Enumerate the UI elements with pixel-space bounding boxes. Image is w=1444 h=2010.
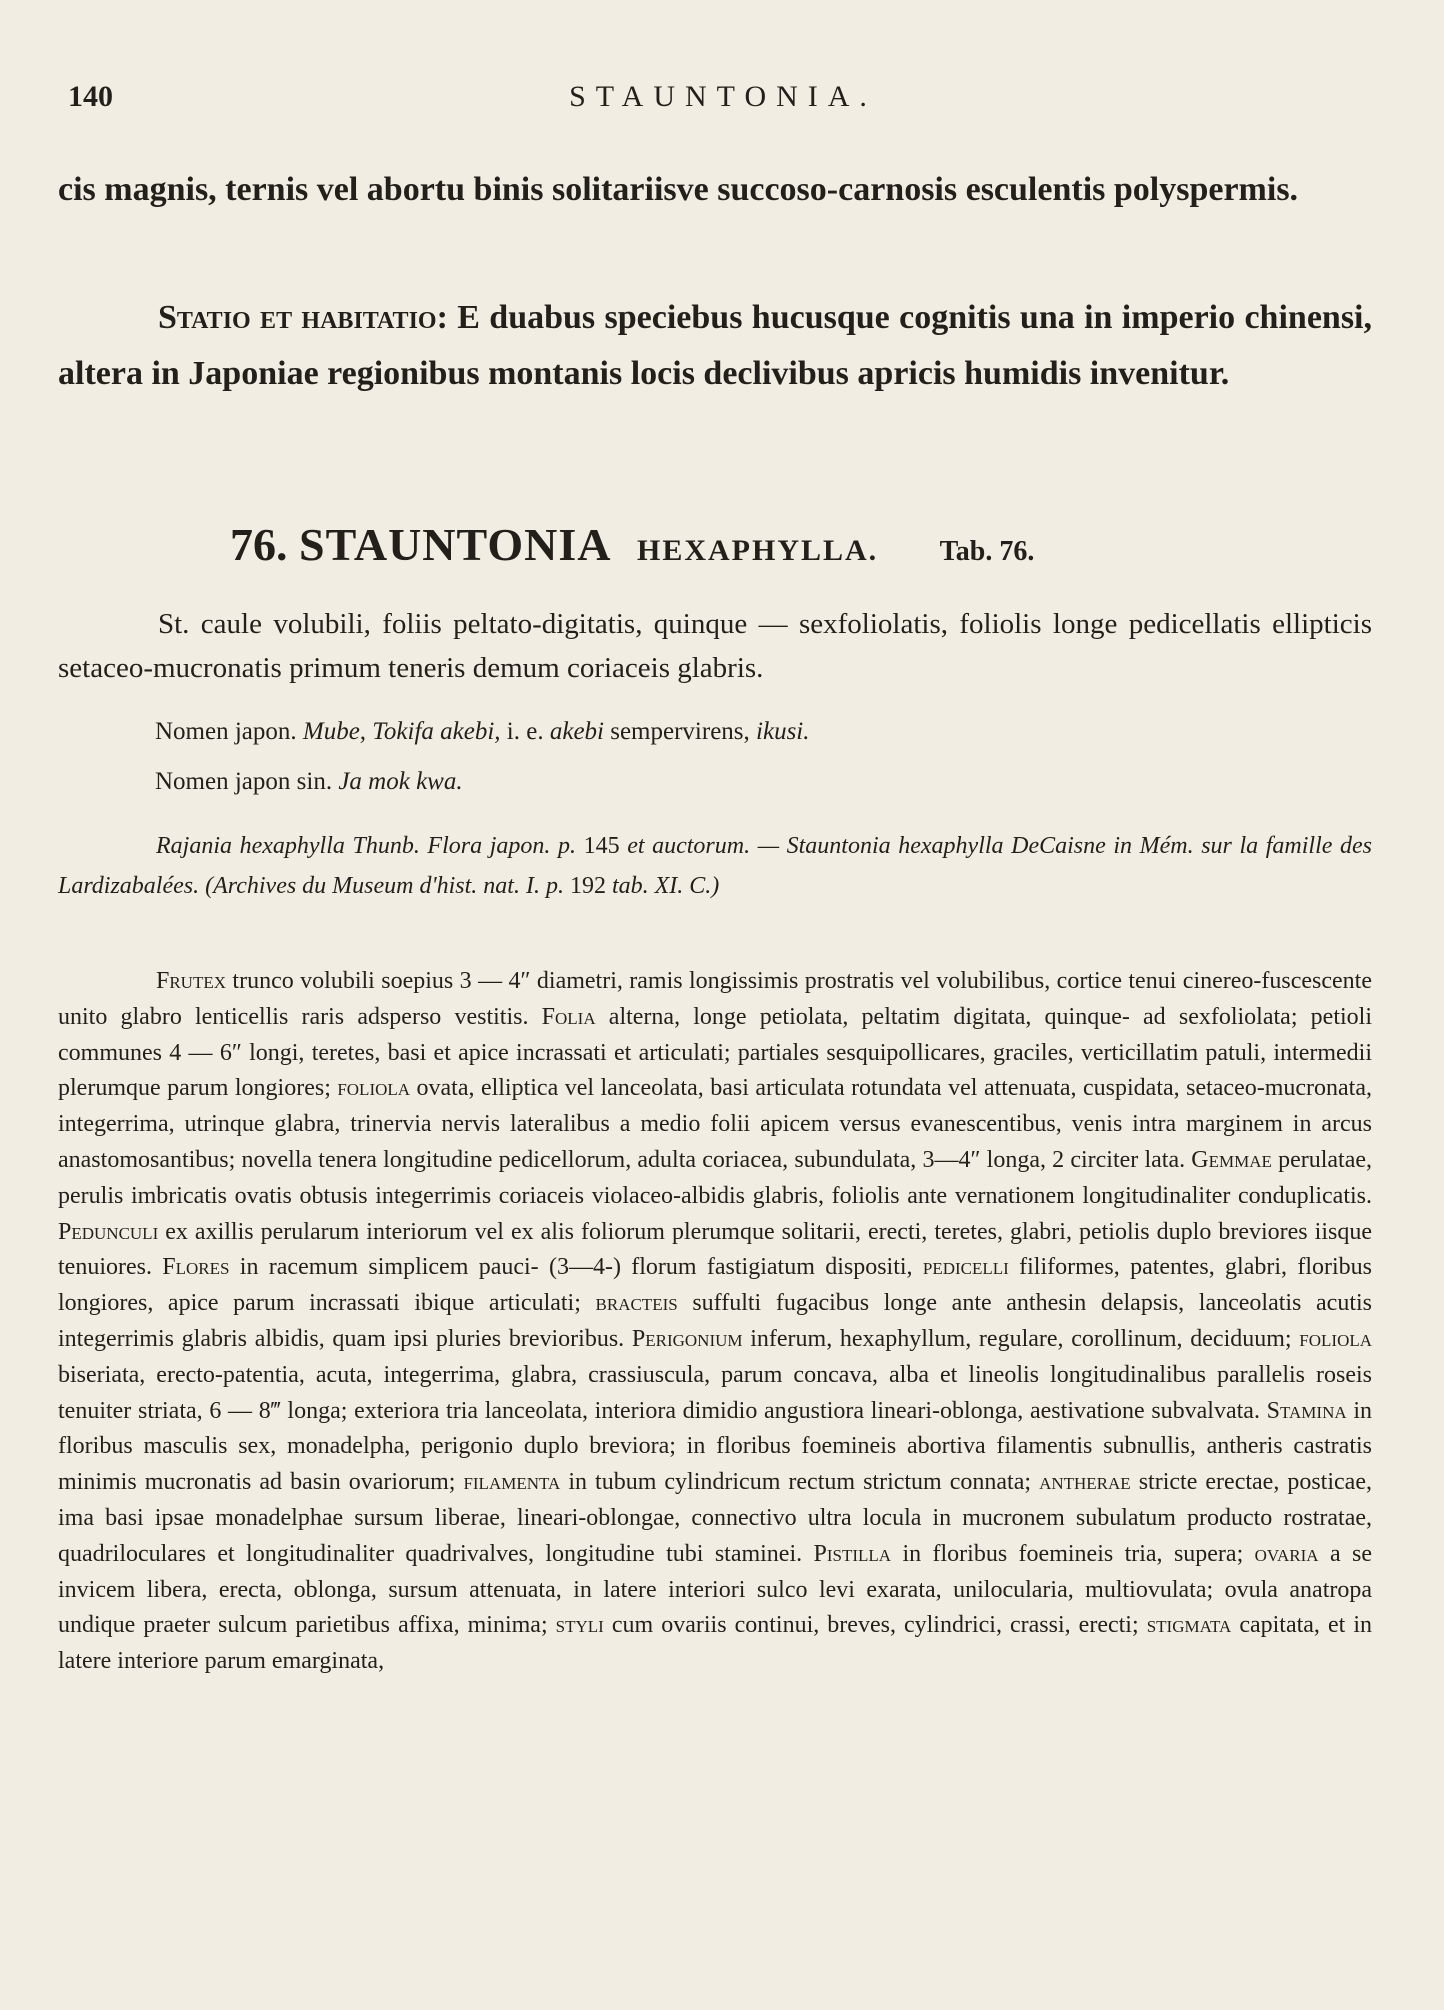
- intro-continuation: cis magnis, ternis vel abortu binis solitariisve succoso-carnosis esculentis polyspermis.: [58, 171, 1299, 208]
- nomen-ikusi: ikusi.: [756, 718, 810, 745]
- synonymy-part3: tab. XI. C.): [611, 873, 720, 899]
- diagnosis: St. caule volubili, foliis peltato-digitatis, quinque — sexfoliolatis, foliolis longe pedicellatis ellipticis setaceo-mucronatis primum teneris demum coriaceis glabris.: [58, 608, 1372, 684]
- statio-text: : E duabus speciebus hucusque cognitis una in imperio chinensi, altera in Japoniae regionibus montanis locis declivibus apricis humidis invenitur.: [58, 299, 1372, 392]
- synonymy: [58, 826, 1372, 906]
- desc-term: Flores: [162, 1254, 230, 1281]
- desc-text: in racemum simplicem pauci- (3—4-) florum fastigiatum dispositi,: [229, 1254, 923, 1281]
- desc-term: Pistilla: [813, 1540, 892, 1567]
- desc-text: suffulti fugacibus longe ante anthesin delapsis, lanceolatis acutis integerrimis glabris albidis, quam ipsi pluries brevioribus.: [58, 1290, 1372, 1352]
- desc-term: filamenta: [463, 1469, 561, 1496]
- description: [58, 964, 1372, 1680]
- desc-text: in tubum cylindricum rectum strictum connata;: [560, 1469, 1040, 1496]
- desc-term: pedicelli: [922, 1254, 1009, 1281]
- desc-text: filiformes, patentes, glabri, floribus longiores, apice parum incrassati ibique articulati;: [58, 1254, 1372, 1317]
- desc-term: Perigonium: [631, 1325, 743, 1352]
- desc-text: trunco volubili soepius 3 — 4″ diametri, ramis longissimis prostratis vel volubilibus, cortice tenui cinereo-fuscescente unito glabro lenticellis raris adsperso vestitis.: [58, 968, 1372, 1030]
- desc-text: biseriata, erecto-patentia, acuta, integerrima, glabra, crassiuscula, parum concava, alba et lineolis longitudinalibus parallelis roseis tenuiter striata, 6 — 8‴ longa; exteriora tria lanceolata, interiora dimidio angustiora lineari-oblonga, aestivatione subvalvata.: [58, 1361, 1372, 1424]
- genus-name: STAUNTONIA: [299, 519, 612, 570]
- desc-text: perulatae, perulis imbricatis ovatis obtusis integerrimis coriaceis violaceo-albidis glabris, foliolis ante vernationem longitudinaliter conduplicatis.: [58, 1146, 1373, 1209]
- synonymy-part1: Rajania hexaphylla Thunb. Flora japon. p.: [156, 833, 576, 859]
- nomen-japon: [155, 718, 1355, 746]
- nomen-sin-name: Ja mok kwa.: [338, 768, 463, 795]
- running-title: STAUNTONIA.: [569, 80, 877, 113]
- synonymy-page1: 145: [583, 833, 620, 859]
- nomen-sempervirens: sempervirens,: [610, 718, 750, 745]
- nomen-akebi: akebi: [549, 718, 604, 745]
- desc-text: in floribus masculis sex, monadelpha, perigonio duplo breviora; in floribus foemineis abortiva filamentis subnullis, antheris castratis minimis mucronatis ad basin ovariorum;: [58, 1397, 1372, 1496]
- desc-term: Gemmae: [1191, 1146, 1272, 1173]
- desc-text: a se invicem libera, erecta, oblonga, sursum attenuata, in latere interiori sulco levi exarata, unilocularia, multiovulata; ovula anatropa undique praeter sulcum parietibus affixa, minima;: [58, 1540, 1372, 1639]
- desc-text: inferum, hexaphyllum, regulare, corollinum, deciduum;: [742, 1325, 1300, 1352]
- desc-term: styli: [555, 1612, 604, 1639]
- desc-term: Pedunculi: [58, 1218, 159, 1245]
- desc-term: Folia: [541, 1003, 596, 1030]
- desc-term: foliola: [337, 1075, 411, 1102]
- page-number: 140: [68, 80, 113, 113]
- desc-term: ovaria: [1254, 1540, 1319, 1567]
- desc-text: ex axillis perularum interiorum vel ex alis foliorum plerumque solitarii, erecti, teretes, glabri, petiolis duplo breviores iisque tenuiores.: [58, 1218, 1372, 1281]
- nomen-label: Nomen japon.: [155, 718, 297, 745]
- statio-paragraph: [58, 290, 1372, 402]
- desc-term: stigmata: [1146, 1612, 1232, 1639]
- nomen-sin-label: Nomen japon sin.: [155, 768, 333, 795]
- plate-reference: Tab. 76.: [939, 536, 1035, 567]
- desc-text: capitata, et in latere interiore parum emarginata,: [58, 1612, 1373, 1675]
- species-epithet: HEXAPHYLLA.: [636, 534, 879, 567]
- desc-text: in floribus foemineis tria, supera;: [891, 1540, 1255, 1567]
- species-heading: [230, 518, 1330, 578]
- desc-text: alterna, longe petiolata, peltatim digitata, quinque- ad sexfoliolata; petioli communes 4 — 6″ longi, teretes, basi et apice incrassati et articulati; partiales sesquipollicares, graciles, verticillatim patuli, intermedii plerumque parum longiores;: [58, 1003, 1372, 1102]
- desc-text: stricte erectae, posticae, ima basi ipsae monadelphae sursum liberae, lineari-oblongae, connectivo ultra locula in mucronem subulatum producto rostratae, quadriloculares et longitudinaliter quadrivalves, longitudine tubi staminei.: [58, 1469, 1372, 1567]
- desc-text: ovata, elliptica vel lanceolata, basi articulata rotundata vel attenuata, cuspidata, setaceo-mucronata, integerrima, utrinque glabra, trinervia nervis lateralibus a medio folii apicem versus evanescentibus, venis intra marginem in arcus anastomosantibus; novella tenera longitudine pedicellorum, adulta coriacea, subundulata, 3—4″ longa, 2 circiter lata.: [58, 1075, 1372, 1173]
- nomen-names: Mube, Tokifa akebi,: [302, 718, 501, 745]
- desc-term: bracteis: [595, 1290, 678, 1317]
- desc-term: antherae: [1039, 1469, 1131, 1496]
- statio-heading: Statio et habitatio: [158, 299, 437, 336]
- desc-text: cum ovariis continui, breves, cylindrici, crassi, erecti;: [603, 1612, 1147, 1639]
- desc-term: Stamina: [1266, 1397, 1347, 1424]
- species-number: 76.: [230, 519, 288, 570]
- desc-term: foliola: [1299, 1325, 1373, 1352]
- nomen-ie: i. e.: [506, 718, 544, 745]
- synonymy-page2: 192: [569, 873, 606, 899]
- nomen-japon-sin: [155, 768, 1355, 796]
- page-header: [68, 80, 1378, 120]
- synonymy-part2: et auctorum. — Stauntonia hexaphylla DeCaisne in Mém. sur la famille des Lardizabalées. (Archives du Museum d'hist. nat. I. p.: [58, 833, 1373, 899]
- desc-term: Frutex: [156, 968, 227, 994]
